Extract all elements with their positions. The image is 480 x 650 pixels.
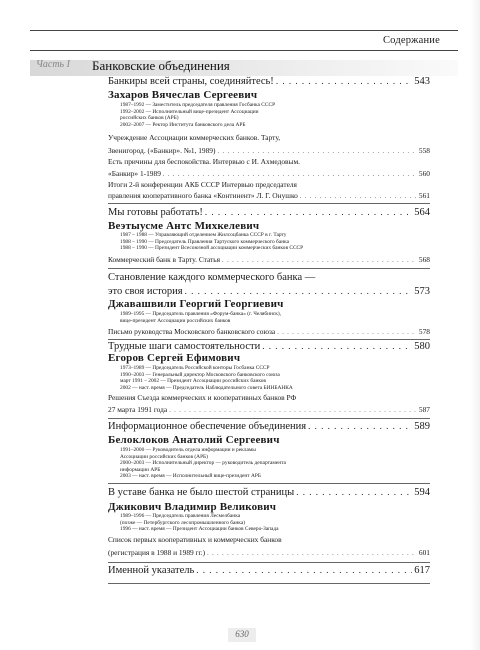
section-divider [108, 339, 430, 340]
toc-section[interactable] [108, 286, 430, 297]
author-bio [120, 311, 281, 324]
section-divider [108, 268, 430, 269]
entry-line: Учреждение Ассоциации коммерческих банков. Тарту, [108, 133, 281, 142]
toc-section[interactable] [108, 487, 430, 498]
toc-entry[interactable] [108, 327, 430, 336]
section-divider [108, 583, 430, 584]
toc-entry[interactable] [108, 405, 430, 414]
bio-line: 1988 – 1990 — Председатель Правления Тартуского коммерческого банка [120, 238, 290, 245]
page-folio: 630 [235, 629, 249, 639]
page-number: 587 [418, 405, 430, 414]
author-name: Егоров Сергей Ефимович [108, 352, 241, 364]
page-number: 561 [418, 191, 430, 200]
author-name: Джавашвили Георгий Георгиевич [108, 298, 284, 310]
leader-dots [308, 421, 412, 431]
toc-entry[interactable] [108, 169, 430, 178]
leader-dots [169, 408, 417, 414]
page-number: 568 [418, 255, 430, 264]
page-number: 578 [418, 327, 430, 336]
leader-dots [262, 341, 412, 351]
page-edge-shadow [470, 0, 480, 650]
toc-section[interactable] [108, 341, 430, 352]
toc-entry[interactable] [108, 146, 430, 155]
page-number: 573 [414, 286, 430, 297]
leader-dots [163, 172, 417, 178]
bio-line: Ассоциации российских банков (АРБ) [120, 453, 208, 460]
toc-section[interactable] [108, 421, 430, 432]
bio-line: 2003 — наст. время — Исполнительный вице-президент АРБ [120, 473, 261, 480]
leader-dots [217, 149, 416, 155]
bio-line: информации АРБ [120, 466, 161, 473]
page-number: 594 [414, 487, 430, 498]
bio-line: 1989–1996 — Председатель правления Лесмелбанка [120, 513, 241, 519]
bio-line: 2002–2007 — Ректор Института банковского дела АРБ [120, 121, 246, 128]
bio-line: 1987–1992 — Заместитель председателя правления Госбанка СССР [120, 102, 276, 108]
bio-line: 1988 – 1990 — Президент Всесоюзной ассоциации коммерческих банков СССР [120, 245, 304, 252]
leader-dots [205, 207, 412, 217]
entry-line: Список первых кооперативных и коммерческих банков [108, 535, 282, 544]
bio-line: 1989–1995 — Председатель правления «Форум-банка» (г. Челябинск), [120, 311, 282, 317]
section-title: В уставе банка не было шестой страницы [108, 487, 295, 498]
bio-line: 1987 – 1988 — Управляющий отделением Жилсоцбанка СССР в г. Тарту [120, 232, 287, 238]
author-bio [120, 232, 303, 252]
section-title-line1: Становление каждого коммерческого банка — [108, 272, 316, 283]
page-number: 558 [418, 146, 430, 155]
author-bio [120, 102, 275, 128]
section-title: Информационное обеспечение объединения [108, 421, 307, 432]
author-name: Джикович Владимир Великович [108, 501, 277, 513]
header-rule-top [30, 30, 458, 31]
toc-section[interactable] [108, 207, 430, 218]
bio-line: 1973–1989 — Председатель Российской конторы Госбанка СССР [120, 365, 270, 371]
section-title: Именной указатель [108, 565, 195, 576]
page-number: 543 [414, 76, 430, 87]
bio-line: 1990–2003 — Генеральный директор Московского банковского союза [120, 371, 280, 378]
toc-entry[interactable] [108, 548, 430, 557]
section-divider [108, 483, 430, 484]
section-title: это своя история [108, 286, 183, 297]
part-label: Часть I [36, 59, 70, 70]
running-header: Содержание [382, 35, 440, 46]
entry-line: Итоги 2-й конференции АКБ СССР Интервью председателя [108, 180, 297, 189]
leader-dots [222, 258, 417, 264]
bio-line: 1996 — наст. время — Президент Ассоциации банков Северо-Запада [120, 526, 279, 533]
entry-title: 27 марта 1991 года [108, 405, 168, 414]
section-divider [108, 418, 430, 419]
leader-dots [277, 330, 417, 336]
leader-dots [207, 551, 417, 557]
page-number: 580 [414, 341, 430, 352]
section-title: Банкиры всей страны, соединяйтесь! [108, 76, 274, 87]
page-number: 617 [414, 565, 430, 576]
bio-line: 2002 — наст. время — Председатель Наблюдательного совета БИНБАНКА [120, 384, 293, 391]
author-name: Веэтыусме Антс Михкелевич [108, 220, 260, 232]
author-bio [120, 365, 293, 391]
entry-line: Есть причины для беспокойства. Интервью с И. Ахмедовым. [108, 157, 301, 166]
author-name: Белоклоков Анатолий Сергеевич [108, 434, 280, 446]
bio-line: март 1991 – 2002 — Президент Ассоциации российских банков [120, 378, 266, 385]
page-number: 560 [418, 169, 430, 178]
bio-line: 2000–2003 — Исполнительный директор — руководитель департамента [120, 460, 286, 467]
bio-line: вице-президент Ассоциации российских банков [120, 317, 231, 324]
page-number: 589 [414, 421, 430, 432]
bio-line: (позже — Петербургского лесопромышленного банка) [120, 519, 246, 526]
section-title: Мы готовы работать! [108, 207, 203, 218]
entry-line: Решения Съезда коммерческих и кооперативных банков РФ [108, 393, 297, 402]
bio-line: российских банков (АРБ) [120, 115, 179, 122]
toc-entry[interactable] [108, 255, 430, 264]
author-name: Захаров Вячеслав Сергеевич [108, 89, 258, 101]
page-number: 601 [418, 548, 430, 557]
section-title: Трудные шаги самостоятельности [108, 341, 261, 352]
toc-section[interactable] [108, 76, 430, 87]
toc-entry[interactable] [108, 191, 430, 200]
section-divider [108, 203, 430, 204]
entry-title: Звенигород. («Банкир». №1, 1989) [108, 146, 216, 155]
leader-dots [300, 194, 417, 200]
leader-dots [185, 286, 413, 296]
entry-title: Письмо руководства Московского банковского союза [108, 327, 276, 336]
entry-title: правления кооперативного банка «Континент» Л. Г. Онушко [108, 191, 298, 200]
leader-dots [196, 565, 412, 575]
leader-dots [296, 487, 412, 497]
entry-title: (регистрация в 1988 и 1989 гг.) [108, 548, 206, 557]
bio-line: 1992–2002 — Исполнительный вице-президент Ассоциации [120, 108, 259, 115]
toc-section[interactable] [108, 565, 430, 576]
section-divider [108, 562, 430, 563]
part-title: Банковские объединения [92, 58, 230, 73]
entry-title: «Банкир» 1-1989 [108, 169, 161, 178]
leader-dots [276, 76, 412, 86]
author-bio [120, 513, 279, 533]
bio-line: 1991–2000 — Руководитель отдела информации и рекламы [120, 447, 256, 453]
author-bio [120, 447, 286, 480]
page-number: 564 [414, 207, 430, 218]
entry-title: Коммерческий банк в Тарту. Статья [108, 255, 221, 264]
header-rule-bottom [30, 50, 458, 51]
